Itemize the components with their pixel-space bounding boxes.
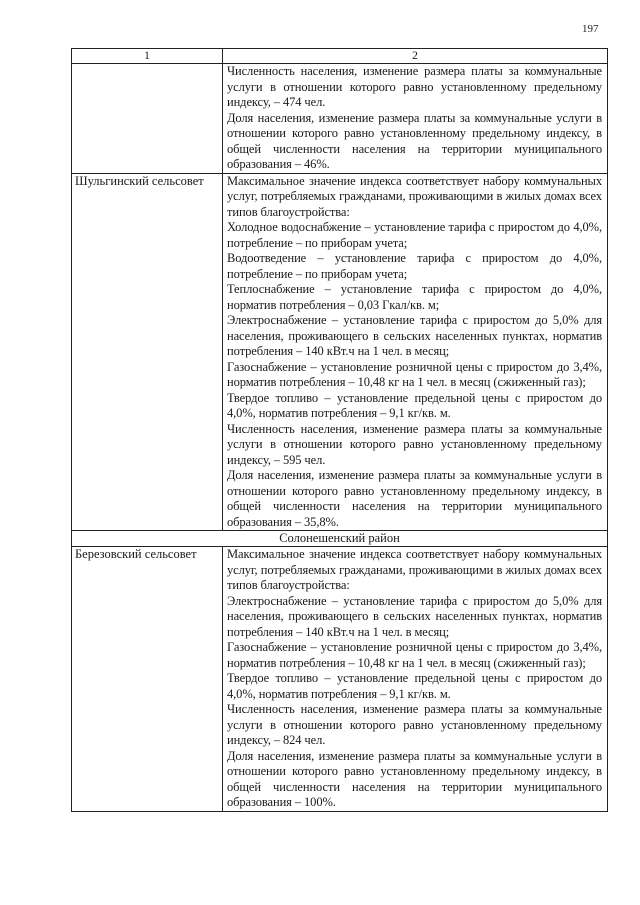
paragraph: Твердое топливо – установление предельной цены с приростом до 4,0%, норматив потребления – 9,1 кг/кв. м. bbox=[227, 671, 602, 701]
table-row bbox=[72, 547, 608, 812]
district-heading-row bbox=[72, 531, 608, 547]
paragraph: Численность населения, изменение размера платы за коммунальные услуги в отношении которого равно установленному предельному индексу, – 474 чел. bbox=[227, 64, 602, 109]
paragraph: Газоснабжение – установление розничной цены с приростом до 3,4%, норматив потребления – 10,48 кг на 1 чел. в месяц (сжиженный газ); bbox=[227, 640, 602, 670]
paragraph: Максимальное значение индекса соответствует набору коммунальных услуг, потребляемых гражданами, проживающими в жилых домах всех типов благоустройства: bbox=[227, 547, 602, 592]
region-cell bbox=[72, 64, 223, 174]
paragraph: Доля населения, изменение размера платы за коммунальные услуги в отношении которого равно установленному предельному индексу, в общей численности населения на территории муниципального образования – 100%. bbox=[227, 748, 602, 809]
paragraph: Доля населения, изменение размера платы за коммунальные услуги в отношении которого равно установленному предельному индексу, в общей численности населения на территории муниципального образования – 46%. bbox=[227, 110, 602, 171]
table-row bbox=[72, 64, 608, 174]
paragraph: Максимальное значение индекса соответствует набору коммунальных услуг, потребляемых гражданами, проживающими в жилых домах всех типов благоустройства: bbox=[227, 173, 602, 219]
description-cell bbox=[223, 64, 608, 174]
paragraph: Холодное водоснабжение – установление тарифа с приростом до 4,0%, потребление – по приборам учета; bbox=[227, 220, 602, 250]
description-cell bbox=[223, 173, 608, 531]
page-number: 197 bbox=[582, 23, 599, 35]
table-row bbox=[72, 173, 608, 531]
description-cell bbox=[223, 547, 608, 812]
district-heading: Солонешенский район bbox=[72, 531, 608, 547]
region-cell: Шульгинский сельсовет bbox=[72, 173, 223, 531]
paragraph: Водоотведение – установление тарифа с приростом до 4,0%, потребление – по приборам учета; bbox=[227, 251, 602, 281]
paragraph: Электроснабжение – установление тарифа с приростом до 5,0% для населения, проживающего в сельских населенных пунктах, норматив потребления – 140 кВт.ч на 1 чел. в месяц; bbox=[227, 593, 602, 639]
paragraph: Численность населения, изменение размера платы за коммунальные услуги в отношении которого равно установленному предельному индексу, – 824 чел. bbox=[227, 702, 602, 747]
paragraph: Газоснабжение – установление розничной цены с приростом до 3,4%, норматив потребления – 10,48 кг на 1 чел. в месяц (сжиженный газ); bbox=[227, 359, 602, 389]
table-header-row bbox=[72, 49, 608, 64]
paragraph: Электроснабжение – установление тарифа с приростом до 5,0% для населения, проживающего в сельских населенных пунктах, норматив потребления – 140 кВт.ч на 1 чел. в месяц; bbox=[227, 313, 602, 358]
document-table bbox=[71, 48, 608, 812]
column-header-2: 2 bbox=[223, 49, 608, 64]
paragraph: Теплоснабжение – установление тарифа с приростом до 4,0%, норматив потребления – 0,03 Гкал/кв. м; bbox=[227, 282, 602, 312]
paragraph: Доля населения, изменение размера платы за коммунальные услуги в отношении которого равно установленному предельному индексу, в общей численности населения на территории муниципального образования – 35,8%. bbox=[227, 468, 602, 529]
paragraph: Твердое топливо – установление предельной цены с приростом до 4,0%, норматив потребления – 9,1 кг/кв. м. bbox=[227, 390, 602, 420]
region-cell: Березовский сельсовет bbox=[72, 547, 223, 812]
paragraph: Численность населения, изменение размера платы за коммунальные услуги в отношении которого равно установленному предельному индексу, – 595 чел. bbox=[227, 421, 602, 467]
column-header-1: 1 bbox=[72, 49, 223, 64]
